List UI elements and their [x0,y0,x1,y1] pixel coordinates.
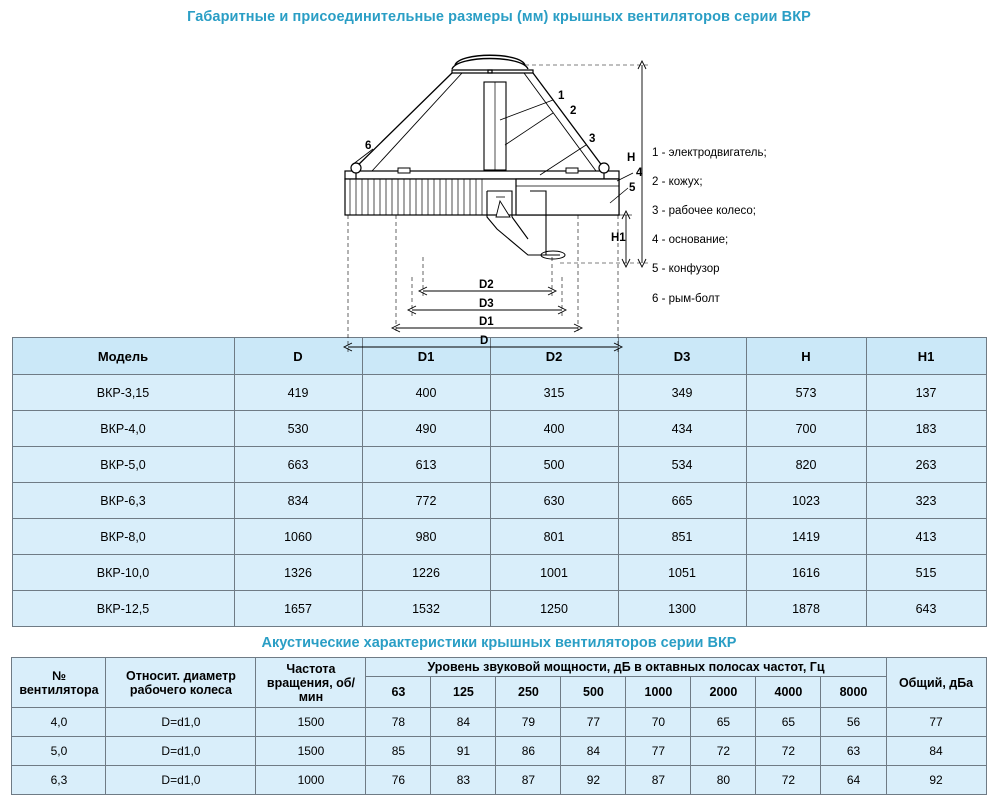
legend-item: 5 - конфузор [652,263,720,276]
cell-h: 1878 [746,591,866,627]
cell-d1: 613 [362,447,490,483]
table-row [12,483,986,519]
cell-fan-no: 6,3 [12,766,106,795]
col-header-band-125: 125 [431,677,496,708]
acoustic-table [11,657,986,795]
dimensions-table [12,337,987,627]
cell-h: 820 [746,447,866,483]
cell-d3: 665 [618,483,746,519]
cell-d1: 400 [362,375,490,411]
legend-item: 3 - рабочее колесо; [652,204,756,217]
cell-d: 419 [234,375,362,411]
cell-d: 1060 [234,519,362,555]
cell-model: ВКР-4,0 [12,411,234,447]
table-row [12,737,986,766]
cell-band-2000: 80 [691,766,756,795]
cell-band-250: 86 [496,737,561,766]
cell-d2: 801 [490,519,618,555]
cell-rpm: 1000 [256,766,366,795]
cell-d: 663 [234,447,362,483]
callout-5: 5 [629,182,636,194]
dimension-label-d: D [480,335,489,347]
table-row [12,411,986,447]
callout-1: 1 [558,90,565,102]
col-header-band-500: 500 [561,677,626,708]
cell-h: 573 [746,375,866,411]
cell-d2: 1001 [490,555,618,591]
col-header-total: Общий, дБа [886,658,986,708]
cell-d3: 1051 [618,555,746,591]
dimension-label-d1: D1 [479,316,494,328]
cell-d2: 400 [490,411,618,447]
cell-d: 1657 [234,591,362,627]
cell-total: 92 [886,766,986,795]
table-row [12,591,986,627]
cell-rel-diameter: D=d1,0 [106,737,256,766]
cell-band-2000: 65 [691,708,756,737]
cell-d2: 630 [490,483,618,519]
cell-fan-no: 5,0 [12,737,106,766]
col-header-band-1000: 1000 [626,677,691,708]
cell-h: 700 [746,411,866,447]
cell-model: ВКР-5,0 [12,447,234,483]
cell-model: ВКР-10,0 [12,555,234,591]
cell-band-63: 85 [366,737,431,766]
cell-d3: 434 [618,411,746,447]
page-title: Габаритные и присоединительные размеры (мм) крышных вентиляторов серии ВКР [187,9,811,25]
dimension-label-d2: D2 [479,279,494,291]
col-header-band-2000: 2000 [691,677,756,708]
cell-d: 530 [234,411,362,447]
cell-band-1000: 87 [626,766,691,795]
cell-h1: 413 [866,519,986,555]
cell-d1: 1226 [362,555,490,591]
cell-d: 1326 [234,555,362,591]
cell-model: ВКР-8,0 [12,519,234,555]
dimension-label-h: H [627,152,636,164]
cell-d1: 1532 [362,591,490,627]
cell-band-1000: 77 [626,737,691,766]
technical-drawing [0,25,998,347]
col-header-model: Модель [12,338,234,375]
cell-d3: 851 [618,519,746,555]
col-header-rel-diameter: Относит. диаметр рабочего колеса [106,658,256,708]
dimension-label-h1: H1 [611,232,626,244]
cell-h1: 515 [866,555,986,591]
cell-band-2000: 72 [691,737,756,766]
cell-model: ВКР-3,15 [12,375,234,411]
cell-d2: 1250 [490,591,618,627]
cell-d3: 534 [618,447,746,483]
table-row [12,447,986,483]
cell-d2: 315 [490,375,618,411]
cell-model: ВКР-12,5 [12,591,234,627]
callout-3: 3 [589,133,596,145]
table-header-row [12,338,986,375]
table-row [12,555,986,591]
cell-band-8000: 64 [821,766,886,795]
table-row [12,708,986,737]
cell-rel-diameter: D=d1,0 [106,766,256,795]
col-header-d3: D3 [618,338,746,375]
col-header-band-4000: 4000 [756,677,821,708]
cell-h1: 137 [866,375,986,411]
cell-h1: 183 [866,411,986,447]
cell-d1: 772 [362,483,490,519]
col-header-rpm: Частота вращения, об/мин [256,658,366,708]
table-row [12,519,986,555]
cell-h: 1419 [746,519,866,555]
col-header-d: D [234,338,362,375]
cell-band-250: 79 [496,708,561,737]
cell-band-8000: 56 [821,708,886,737]
cell-band-1000: 70 [626,708,691,737]
cell-band-63: 78 [366,708,431,737]
cell-d1: 490 [362,411,490,447]
cell-h1: 323 [866,483,986,519]
cell-d2: 500 [490,447,618,483]
acoustic-section-title: Акустические характеристики крышных вентиляторов серии ВКР [261,635,737,651]
cell-band-500: 77 [561,708,626,737]
callout-6: 6 [365,140,372,152]
cell-band-4000: 65 [756,708,821,737]
cell-fan-no: 4,0 [12,708,106,737]
table-row [12,375,986,411]
cell-band-4000: 72 [756,766,821,795]
cell-d: 834 [234,483,362,519]
cell-band-500: 92 [561,766,626,795]
col-header-d2: D2 [490,338,618,375]
cell-band-125: 83 [431,766,496,795]
cell-h1: 643 [866,591,986,627]
cell-d1: 980 [362,519,490,555]
drawing-svg [0,25,998,347]
drawing-legend [652,131,767,321]
cell-band-125: 91 [431,737,496,766]
cell-rel-diameter: D=d1,0 [106,708,256,737]
cell-band-4000: 72 [756,737,821,766]
cell-h: 1616 [746,555,866,591]
col-header-h1: H1 [866,338,986,375]
legend-item: 6 - рым-болт [652,292,720,305]
legend-item: 4 - основание; [652,234,729,247]
cell-total: 77 [886,708,986,737]
legend-item: 1 - электродвигатель; [652,146,767,159]
dimension-label-d3: D3 [479,298,494,310]
cell-band-500: 84 [561,737,626,766]
cell-band-63: 76 [366,766,431,795]
cell-total: 84 [886,737,986,766]
cell-band-250: 87 [496,766,561,795]
legend-item: 2 - кожух; [652,175,703,188]
col-header-band-250: 250 [496,677,561,708]
col-header-band-8000: 8000 [821,677,886,708]
cell-model: ВКР-6,3 [12,483,234,519]
col-header-fan-no: № вентилятора [12,658,106,708]
cell-rpm: 1500 [256,708,366,737]
cell-band-125: 84 [431,708,496,737]
col-header-h: H [746,338,866,375]
cell-h: 1023 [746,483,866,519]
table-header-row-top [12,658,986,677]
callout-2: 2 [570,105,577,117]
col-header-d1: D1 [362,338,490,375]
cell-h1: 263 [866,447,986,483]
callout-4: 4 [636,167,643,179]
cell-d3: 349 [618,375,746,411]
cell-band-8000: 63 [821,737,886,766]
cell-rpm: 1500 [256,737,366,766]
table-row [12,766,986,795]
col-header-band-63: 63 [366,677,431,708]
col-header-spl-group: Уровень звуковой мощности, дБ в октавных полосах частот, Гц [366,658,886,677]
cell-d3: 1300 [618,591,746,627]
